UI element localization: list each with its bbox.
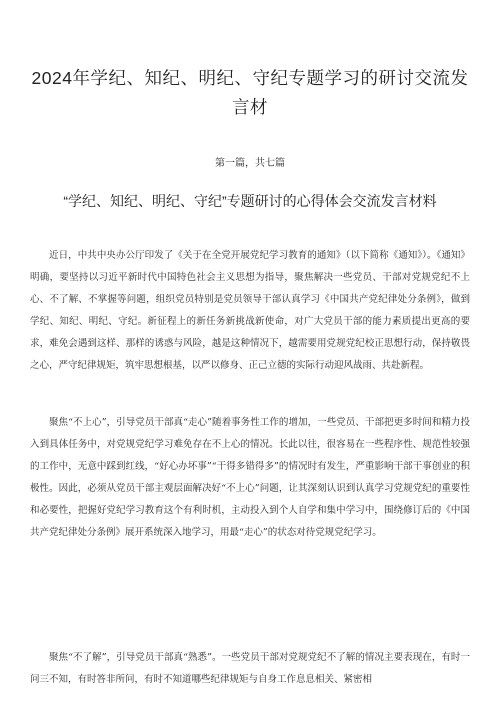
article-title: “学纪、知纪、明纪、守纪”专题研讨的心得体会交流发言材料	[63, 193, 437, 209]
body-paragraph: 聚焦“不了解”，引导党员干部真“熟悉”。一些党员干部对党规党纪不了解的情况主要表现在，有时一问三不知，有时答非所问，有时不知道哪些纪律规矩与自身工作息息相关、紧密相	[30, 652, 470, 685]
body-paragraph: 近日，中共中央办公厅印发了《关于在全党开展党纪学习教育的通知》（以下简称《通知》）。《通知》明确，要坚持以习近平新时代中国特色社会主义思想为指导，聚焦解决一些党员、干部对党规党纪不上心、不了解、不掌握等问题，组织党员特别是党员领导干部认真学习《中国共产党纪律处分条例》，做到学纪、知纪、明纪、守纪。新征程上的新任务新挑战新使命，对广大党员干部的能力素质提出更高的要求，难免会遇到这样、那样的诱惑与风险，越是这种情况下，越需要用党规党纪校正思想行动，保持敬畏之心，严守纪律规矩，筑牢思想根基，以严以修身、正己立德的实际行动迎风战雨、共赴新程。	[30, 250, 470, 371]
document-part-label: 第一篇，共七篇	[215, 158, 285, 169]
document-main-title: 2024年学纪、知纪、明纪、守纪专题学习的研讨交流发言材	[31, 68, 469, 117]
body-paragraph: 聚焦“不上心”，引导党员干部真“走心”随着事务性工作的增加，一些党员、干部把更多时间和精力投入到具体任务中，对党规党纪学习难免存在不上心的情况。长此以往，很容易在一些程序性、规范性较强的工作中，无意中踩到红线，“好心办坏事”“干得多错得多”的情况时有发生，严重影响干部干事创业的积极性。因此，必须从党员干部主观层面解决好“不上心”问题，让其深刻认识到认真学习党规党纪的重要性和必要性，把握好党纪学习教育这个有利时机，主动投入到个人自学和集中学习中，围绕修订后的《中国共产党纪律处分条例》展开系统深入地学习，用最“走心”的状态对待党规党纪学习。	[30, 417, 470, 538]
